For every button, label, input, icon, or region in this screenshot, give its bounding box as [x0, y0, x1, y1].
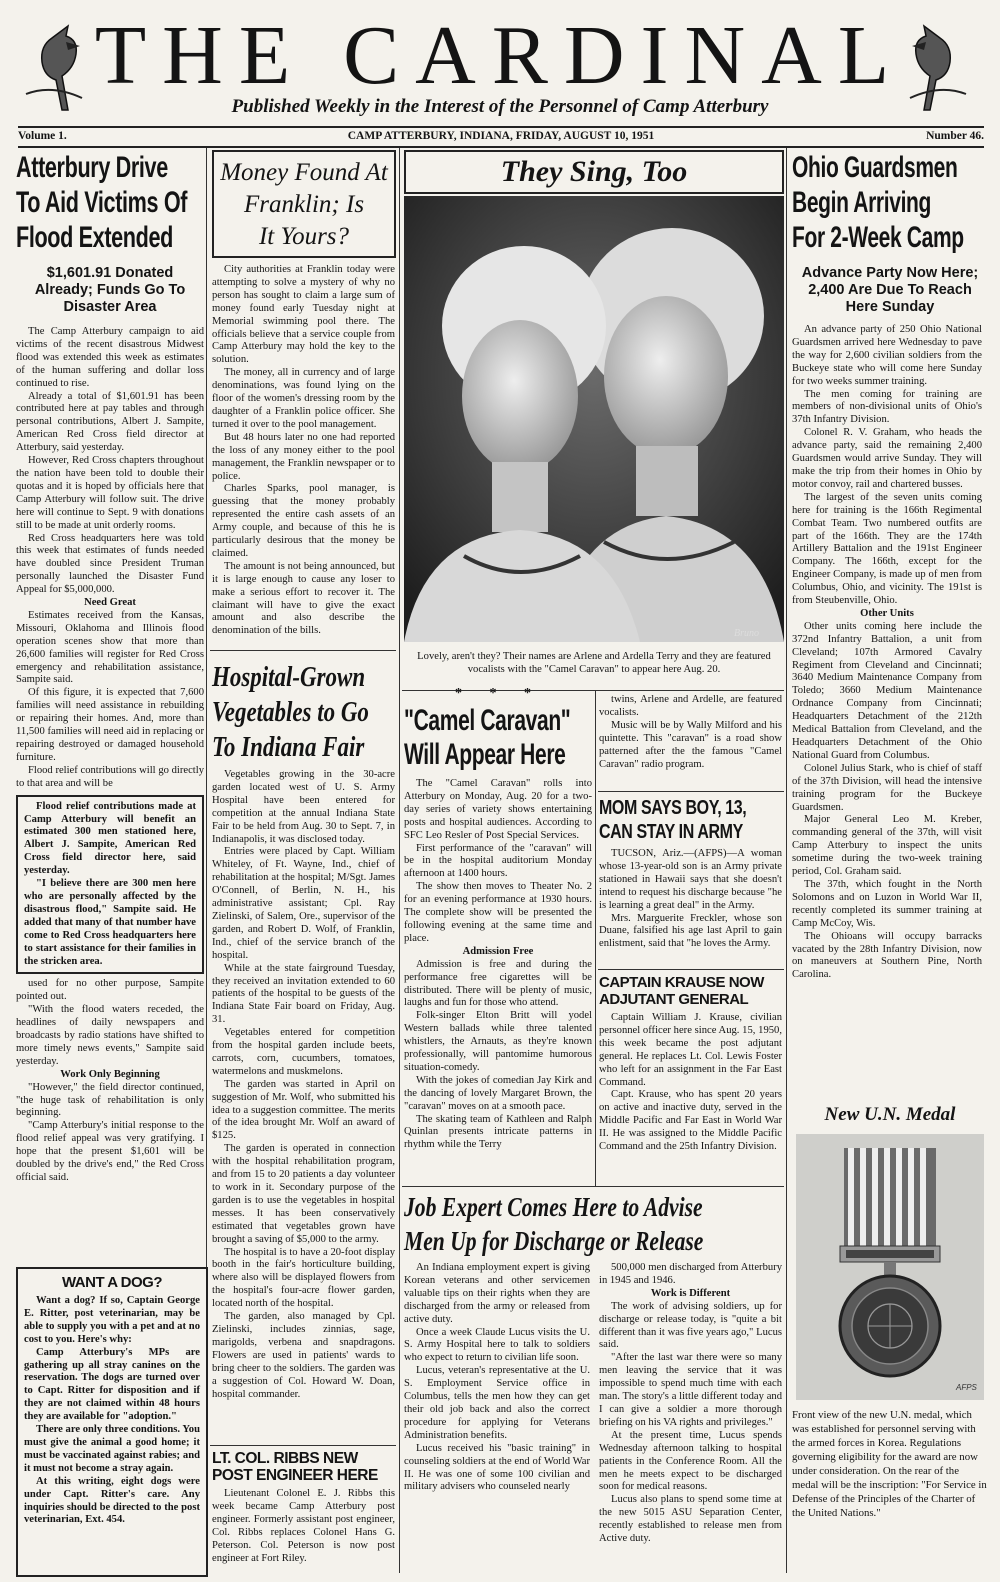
they-sing-headline-box [404, 150, 784, 194]
caravan-headline: "Camel Caravan" Will Appear Here [404, 704, 571, 771]
masthead-title: THE CARDINAL [94, 9, 906, 102]
flood-subhead: $1,601.91 Donated Already; Funds Go To Disaster Area [34, 265, 186, 315]
other-units-subhead: Other Units [860, 607, 914, 619]
section-rule [598, 791, 784, 792]
krause-headline: CAPTAIN KRAUSE NOW ADJUTANT GENERAL [599, 974, 764, 1008]
photo-illustration [404, 196, 784, 642]
need-great-subhead: Need Great [84, 597, 136, 609]
flood-body: The Camp Atterbury campaign to aid victims of the recent disastrous Midwest flood was extended this week as estimates of the human suffering and dollar loss continued to rise. Already a total of $1,601.91 has been contributed here at pay tables and through personal contributions, Albert J. Sampite, American Red Cross field director at Atterbury, said yesterday. However, Red Cross chapters throughout the nation have been told to double their quotas and it is hoped by officials here that Camp Atterbury will follow suit. The drive here will continue to Sept. 9 with donations still to be made at unit orderly rooms. Red Cross headquarters here was told this week that estimates of funds needed have doubled since President Truman personally launched the Disaster Fund Appeal for $5,000,000. Need Great Estimates received from the Kansas, Missouri, Oklahoma and Illinois flood operation scenes show that more than 26,600 families will register for Red Cross emergency and rehabilitation assistance, Sampite said. Of this figure, it is expected that 7,600 families will need assistance in rebuilding or repairing their homes. And, more than 11,500 families will need aid in replacing or repairing destroyed or damaged household furniture. Flood relief contributions will go directly to that area and will be [16, 326, 204, 789]
issue-number: Number 46. [926, 130, 984, 142]
ribbs-article [212, 1450, 395, 1565]
un-medal-illustration [796, 1134, 984, 1400]
volume-label: Volume 1. [18, 130, 67, 142]
money-body: City authorities at Franklin today were attempting to solve a mystery of why no person has sought to claim a large sum of money found early Tuesday night at Memorial swimming pool there. The officials believe that a service couple from Camp Atterbury may hold the key to the solution. The money, all in currency and of large denominations, was found lying on the floor of the women's dressing room by the daughter of a Franklin police officer. She turned it over to the pool management. But 48 hours later no one had reported the loss of any money either to the pool management, the Franklin newspaper or to police. Charles Sparks, pool manager, is guessing that the money probably represented the entire cash assets of an Army couple, and because of this he is particularly desirous that the money be claimed. The amount is not being announced, but it is large enough to cause any loser to make a serious effort to recover it. The claimant will have to give the exact amount and also describe the denomination of the bills. [212, 264, 395, 637]
medal-ribbon [844, 1148, 936, 1246]
terry-twins-photo [404, 196, 784, 642]
flood-article [16, 150, 204, 1185]
un-medal-headline: New U.N. Medal [824, 1104, 956, 1125]
vegetables-body: Vegetables growing in the 30-acre garden located west of U. S. Army Hospital have been entered for competition at the annual Indiana State Fair to be held from Aug. 30 to Sept. 7, in Indianapolis, it was disclosed today. Entries were placed by Capt. William Whiteley, of Ft. Wayne, Ind., chief of rehabilitation at the hospital; M/Sgt. James O'Connell, of Berlin, N. H., his administrative assistant; Cpl. Ray Zielinski, of Salem, Ore., supervisor of the garden, and Robert D. Wolf, of Franklin, Ind., chief of the service branch of the hospital. While at the state fairground Tuesday, they received an invitation extended to 60 patients of the hospital to be guests of the Indiana State Fair board on Friday, Aug. 31. Vegetables entered for competition from the hospital garden include beets, carrots, corn, cucumbers, tomatoes, watermelons and muskmelons. The garden was started in April on suggestion of Mr. Wolf, who submitted his idea to a suggestion committee. The merits of the idea brought Mr. Wolf an award of $125. The garden is operated in connection with the hospital rehabilitation program, and from 15 to 20 patients a day volunteer to work in it. Secondary purpose of the garden is to use the vegetables in hospital messes. It has been conservatively estimated that vegetables grown have brought a saving of $5,000 to the army. The hospital is to have a 20-foot display booth in the fair's horticulture building, where also will be displayed flowers from the hospital's four-acre flower garden, located north of the hospital. The garden, also managed by Cpl. Zielinski, includes zinnias, sage, marigolds, verbena and snapdragons. Flowers are used in patients' wards to bring cheer to the soldiers. The garden was a suggestion of Col. Howard W. Doan, hospital commander. [212, 769, 395, 1400]
mom-article [599, 796, 782, 951]
caravan-article [404, 704, 594, 1152]
flood-body-continued: used for no other purpose, Sampite pointed out. "With the flood waters receded, the headlines of daily newspapers and broadcasts by radio stations have shifted to more timely news events," Sampite said yesterday. Work Only Beginning "However," the field director continued, "the huge task of rehabilitation is only beginning. "Camp Atterbury's initial response to the flood relief appeal was very gratifying. I hope that the present $1,601 will be doubled by the drive's end," the Red Cross official said. [16, 978, 204, 1183]
work-only-beginning-subhead: Work Only Beginning [60, 1068, 160, 1080]
krause-article [599, 974, 782, 1154]
job-expert-body-right: 500,000 men discharged from Atterbury in 1945 and 1946. Work is Different The work of advising soldiers, up for discharge or release today, is "quite a bit different than it was five years ago," Lucus said. "After the last war there were so many men leaving the service that it was impossible to spend much time with each man. The story's a little different today and I can give a soldier a more thorough briefing on his VA rights and privileges." At the present time, Lucus spends Wednesday afternoon talking to hospital patients in the Conference Room. All the men he meets expect to be discharged soon for medical reasons. Lucus also plans to spend some time at the new 5015 ASU Separation Center, recently established to release men from Active duty. [599, 1262, 782, 1545]
caravan-continued: twins, Arlene and Ardelle, are featured vocalists. Music will be by Wally Milford and his quintette. This "caravan" is a road show patterned after the the famous "Camel Caravan" radio program. [599, 694, 782, 770]
vegetables-article [212, 660, 398, 1401]
ribbs-body: Lieutenant Colonel E. J. Ribbs this week became Camp Atterbury post engineer. Formerly assistant post engineer, Col. Ribbs replaces Colonel Hans G. Peterson. Col. Peterson is now post engineer at Fort Riley. [212, 1488, 395, 1564]
want-a-dog-box [16, 1267, 208, 1577]
photo-signature: Bruno [734, 628, 759, 639]
vegetables-headline: Hospital-Grown Vegetables to Go To Indiana Fair [212, 662, 369, 763]
admission-free-subhead: Admission Free [462, 945, 534, 957]
section-stars: * * * [455, 686, 543, 701]
ohio-subhead: Advance Party Now Here; 2,400 Are Due To Reach Here Sunday [801, 265, 979, 315]
job-expert-headline: Job Expert Comes Here to Advise Men Up for Discharge or Release [404, 1192, 704, 1256]
krause-body: Captain William J. Krause, civilian personnel officer here since Aug. 15, 1950, this week became the post adjutant general. He replaces Lt. Col. Lewis Foster who left for an assignment in the Far East Command. Capt. Krause, who has spent 20 years on active and inactive duty, served in the Middle Pacific and Far East in World War II. He was assigned to the Middle Pacific Command and the 25th Infantry Division. [599, 1012, 782, 1153]
ohio-body: An advance party of 250 Ohio National Guardsmen arrived here Wednesday to pave the way for 2,600 civilian soldiers from the Buckeye state who will come here Sunday for two weeks summer training. The men coming for training are members of non-divisional units of Ohio's 37th Infantry Division. Colonel R. V. Graham, who heads the advance party, said the remaining 2,400 Guardsmen would arrive Sunday. They will make the trip from their homes in Ohio by motor convoy, rail and chartered busses. The largest of the seven units coming here for training is the 166th Regimental Combat Team. Two numbered outfits are part of the 166th. They are the 174th Artillery Battalion and the 191st Engineer Company. The 166th, except for the Engineer Company, is made up of men from Columbus, Ohio, and vicinity. The 191st is from Steubenville, Ohio. Other Units Other units coming here include the 372nd Infantry Battalion, a unit from Cleveland; 107th Armored Cavalry Regiment from Cleveland and Cincinnati; 3640 Medium Maintenance Company from Toledo; 3660 Medium Maintenance Ordnance Company from Cincinnati; Headquarters Detachment of the 212th Medical Battalion from Cleveland, and the Headquarters Detachment of the Ohio National Guard from Columbus. Colonel Julius Stark, who is chief of staff of the 37th Division, will head the intensive training program for the Buckeye Guardsmen. Major General Leo M. Kreber, commanding general of the 37th, will visit Camp Atterbury to inspect the units sometime during the two-week training period, Col. Graham said. The 37th, which fought in the North Solomons and on Luzon in World War II, recently completed its summer training at Camp McCoy, Wis. The Ohioans will occupy barracks vacated by the 28th Infantry Division, now on maneuvers at Southern Pine, North Carolina. [792, 324, 982, 981]
mom-headline: MOM SAYS BOY, 13, CAN STAY IN ARMY [599, 797, 747, 843]
dateline-bar [18, 126, 984, 148]
section-rule [210, 1445, 396, 1446]
flood-highlight-box: Flood relief contributions made at Camp Atterbury will benefit an estimated 300 men stationed here, Albert J. Sampite, American Red Cross field director here, said yesterday. "I believe there are 300 men here who are personally affected by the disastrous flood," Sampite said. He added that many of that number have come to Red Cross headquarters here to start assistance for their families in the stricken area. [16, 795, 204, 975]
place-date: CAMP ATTERBURY, INDIANA, FRIDAY, AUGUST 10, 1951 [347, 130, 655, 142]
job-expert-body-left: An Indiana employment expert is giving Korean veterans and other servicemen valuable tips on their rights when they are discharged from the army or released from active duty. Once a week Claude Lucus visits the U. S. Army Hospital here to talk to soldiers who expect to return to civilian life soon. Lucus, veteran's representative at the U. S. Employment Service office in Columbus, tells the men how they can get their old job back and also the correct procedure for applying for Veterans Administration benefits. Lucus received his "basic training" in counseling soldiers at the end of World War II. He was one of some 100 civilian and military advisers who counseled nearly [404, 1262, 590, 1493]
money-headline: Money Found At Franklin; Is It Yours? [220, 159, 388, 250]
un-medal-photo [796, 1134, 984, 1400]
section-rule [598, 969, 784, 970]
mom-body: TUCSON, Ariz.—(AFPS)—A woman whose 13-year-old son is an Army private stationed in Hawaii says that she doesn't intend to request his discharge because "he is learning a great deal" in the Army. Mrs. Marguerite Freckler, whose son Duane, falsified his age last April to gain enlistment, said that "he loves the Army. [599, 848, 782, 950]
they-sing-caption: Lovely, aren't they? Their names are Arlene and Ardella Terry and they are featured vocalists with the "Camel Caravan" to appear here Aug. 20. [417, 651, 771, 675]
want-a-dog-body: Want a dog? If so, Captain George E. Ritter, post veterinarian, may be able to supply you with a pet and at no cost to you. Here's why: Camp Atterbury's MPs are gathering up all stray canines on the reservation. The dogs are turned over to Capt. Ritter for disposition and if they are not claimed within 48 hours they are available for "adoption." There are only three conditions. You must give the animal a good home; it must be vaccinated against rabies; and it must not become a stray again. At this writing, eight dogs were under Capt. Ritter's care. Any inquiries should be directed to the post veterinarian, Ext. 454. [24, 1295, 200, 1526]
photo-credit: AFPS [956, 1383, 977, 1392]
work-is-different-subhead: Work is Different [650, 1287, 731, 1299]
column-rule [786, 148, 787, 1573]
flood-headline: Atterbury Drive To Aid Victims Of Flood Extended [16, 151, 188, 254]
they-sing-headline: They Sing, Too [500, 155, 688, 188]
masthead-subtitle: Published Weekly in the Interest of the Personnel of Camp Atterbury [231, 96, 769, 117]
un-medal-caption: Front view of the new U.N. medal, which was established for personnel serving with the armed forces in Korea. Regulations governing eligibility for the award are now under consideration. On the rear of the medal will be the inscription: "For Service in Defense of the Principles of the Charter of the United Nations." [792, 1409, 987, 1519]
money-headline-box [212, 150, 396, 258]
column-rule [595, 690, 596, 1186]
ohio-article [792, 150, 988, 982]
column-rule [399, 148, 400, 1573]
ohio-headline: Ohio Guardsmen Begin Arriving For 2-Week Camp [792, 151, 964, 254]
section-rule [210, 650, 396, 651]
section-rule [402, 1186, 784, 1187]
ribbs-headline: LT. COL. RIBBS NEW POST ENGINEER HERE [212, 1450, 378, 1484]
un-medal-headline-box [792, 1103, 988, 1127]
caravan-body: The "Camel Caravan" rolls into Atterbury on Monday, Aug. 20 for a two-day series of variety shows entertaining posts and hospital audiences. According to SFC Leo Resler of Post Special Services. First performance of the "caravan" will be in the hospital auditorium Monday afternoon at 1400 hours. The show then moves to Theater No. 2 for an evening performance at 1930 hours. The complete show will be presented the following evening at the same time and place. Admission Free Admission is free and during the performance free cigarettes will be distributed. There will be plenty of music, laughs and fun for those who attend. Folk-singer Elton Britt will yodel Western ballads while three talented whistlers, the Arnauts, as they're known professionally, will pantomime humorous situation-comedy. With the jokes of comedian Jay Kirk and the dancing of lovely Margaret Brown, the "caravan" moves on at a smooth pace. The skating team of Kathleen and Ralph Quinlan presents intricate patterns in rhythm while the Terry [404, 778, 592, 1151]
want-a-dog-headline: WANT A DOG? [61, 1274, 163, 1291]
